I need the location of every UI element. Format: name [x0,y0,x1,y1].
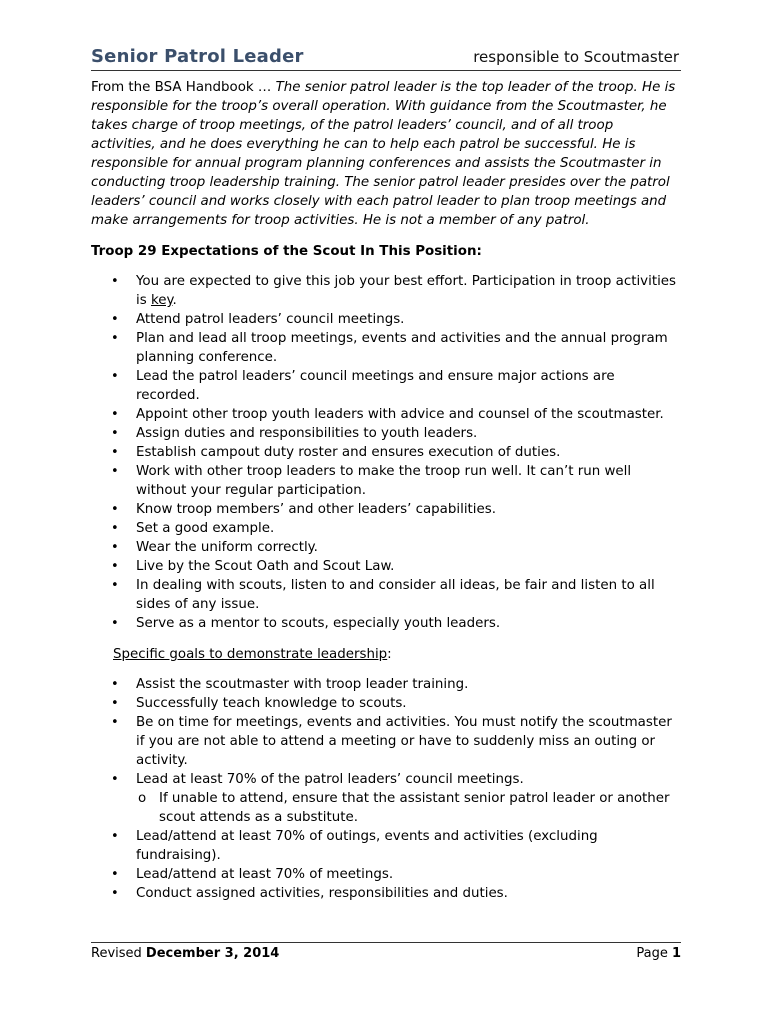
document-header [91,44,681,71]
bullet-icon: • [111,696,119,711]
list-item-text: Plan and lead all troop meetings, events and activities and the annual program planning conference. [136,331,668,365]
list-item [91,519,681,538]
goals-heading [113,645,681,664]
bullet-icon: • [111,715,119,730]
bullet-icon: • [111,331,119,346]
list-item-text: Work with other troop leaders to make the troop run well. It can’t run well without your regular participation. [136,464,632,498]
bullet-icon: • [111,677,119,692]
expectations-heading: Troop 29 Expectations of the Scout In This Position: [91,244,482,259]
key-emphasis: key [150,293,173,308]
list-item-text: Set a good example. [136,521,275,536]
list-item [91,367,681,405]
list-item-text: Serve as a mentor to scouts, especially youth leaders. [136,616,501,631]
list-item [91,462,681,500]
bullet-icon: • [111,886,119,901]
bullet-icon: • [111,445,119,460]
document-footer [91,942,681,963]
intro-lead: From the BSA Handbook … [91,80,276,95]
page-label: Page [636,946,672,961]
bullet-icon: • [111,426,119,441]
revised-date [91,945,279,963]
list-item [91,770,681,827]
sub-list [136,789,681,827]
bullet-icon: • [111,407,119,422]
list-item-text: Lead/attend at least 70% of outings, events and activities (excluding fundraising). [136,829,598,863]
list-item [91,675,681,694]
list-item-suffix: . [172,293,177,308]
list-item-text: Assign duties and responsibilities to youth leaders. [136,426,478,441]
document-page [91,44,681,903]
list-item [91,827,681,865]
list-item [91,500,681,519]
list-item [91,272,681,310]
list-item-text: Wear the uniform correctly. [136,540,318,555]
bullet-icon: • [111,578,119,593]
bullet-icon: • [111,559,119,574]
page-title: Senior Patrol Leader [91,46,304,67]
list-item-text: You are expected to give this job your best effort. Participation in troop activities is [136,274,677,308]
list-item-text: Attend patrol leaders’ council meetings. [136,312,405,327]
page-number-value: 1 [671,946,681,961]
list-item-text: Be on time for meetings, events and activities. You must notify the scoutmaster if you are not able to attend a meeting or have to suddenly miss an outing or activity. [136,715,672,768]
goals-heading-text: Specific goals to demonstrate leadership [113,647,388,662]
list-item [91,865,681,884]
list-item [91,614,681,633]
expectations-list [91,272,681,633]
list-item [91,884,681,903]
list-item [91,713,681,770]
list-item-text: Appoint other troop youth leaders with advice and counsel of the scoutmaster. [136,407,664,422]
bullet-icon: • [111,274,119,289]
list-item [91,405,681,424]
bullet-icon: • [111,464,119,479]
list-item-text: Lead the patrol leaders’ council meetings and ensure major actions are recorded. [136,369,615,403]
list-item [91,424,681,443]
list-item-text: Know troop members’ and other leaders’ capabilities. [136,502,496,517]
list-item [91,576,681,614]
intro-paragraph [91,78,681,230]
list-item-text: Assist the scoutmaster with troop leader training. [136,677,469,692]
bullet-icon: • [111,616,119,631]
bullet-icon: • [111,502,119,517]
list-item-text: In dealing with scouts, listen to and consider all ideas, be fair and listen to all sides of any issue. [136,578,655,612]
page-number [636,945,681,963]
reports-to-label: responsible to Scoutmaster [473,48,679,66]
sub-list-item [136,789,681,827]
revised-label: Revised [91,946,146,961]
list-item [91,538,681,557]
list-item [91,694,681,713]
list-item [91,310,681,329]
bullet-icon: • [111,829,119,844]
list-item-text: Live by the Scout Oath and Scout Law. [136,559,395,574]
list-item-text: Lead at least 70% of the patrol leaders’ council meetings. [136,772,524,787]
bullet-icon: • [111,867,119,882]
list-item-text: Lead/attend at least 70% of meetings. [136,867,394,882]
bullet-icon: • [111,540,119,555]
bullet-icon: • [111,369,119,384]
goals-list [91,675,681,903]
list-item-text: Successfully teach knowledge to scouts. [136,696,407,711]
goals-heading-colon: : [387,647,392,662]
circle-bullet-icon: o [138,791,147,806]
intro-quote: The senior patrol leader is the top leader of the troop. He is responsible for the troop’s overall operation. With guidance from the Scoutmaster, he takes charge of troop meetings, of the patrol leaders’ council, and of all troop activities, and he does everything he can to help each patrol be successful. He is responsible for annual program planning conferences and assists the Scoutmaster in conducting troop leadership training. The senior patrol leader presides over the patrol leaders’ council and works closely with each patrol leader to plan troop meetings and make arrangements for troop activities. He is not a member of any patrol. [91,80,676,228]
list-item [91,443,681,462]
list-item-text: Conduct assigned activities, responsibilities and duties. [136,886,508,901]
bullet-icon: • [111,772,119,787]
bullet-icon: • [111,312,119,327]
sub-list-item-text: If unable to attend, ensure that the assistant senior patrol leader or another scout attends as a substitute. [159,791,670,825]
list-item [91,557,681,576]
list-item-text: Establish campout duty roster and ensures execution of duties. [136,445,561,460]
list-item [91,329,681,367]
revised-date-value: December 3, 2014 [145,946,280,961]
bullet-icon: • [111,521,119,536]
